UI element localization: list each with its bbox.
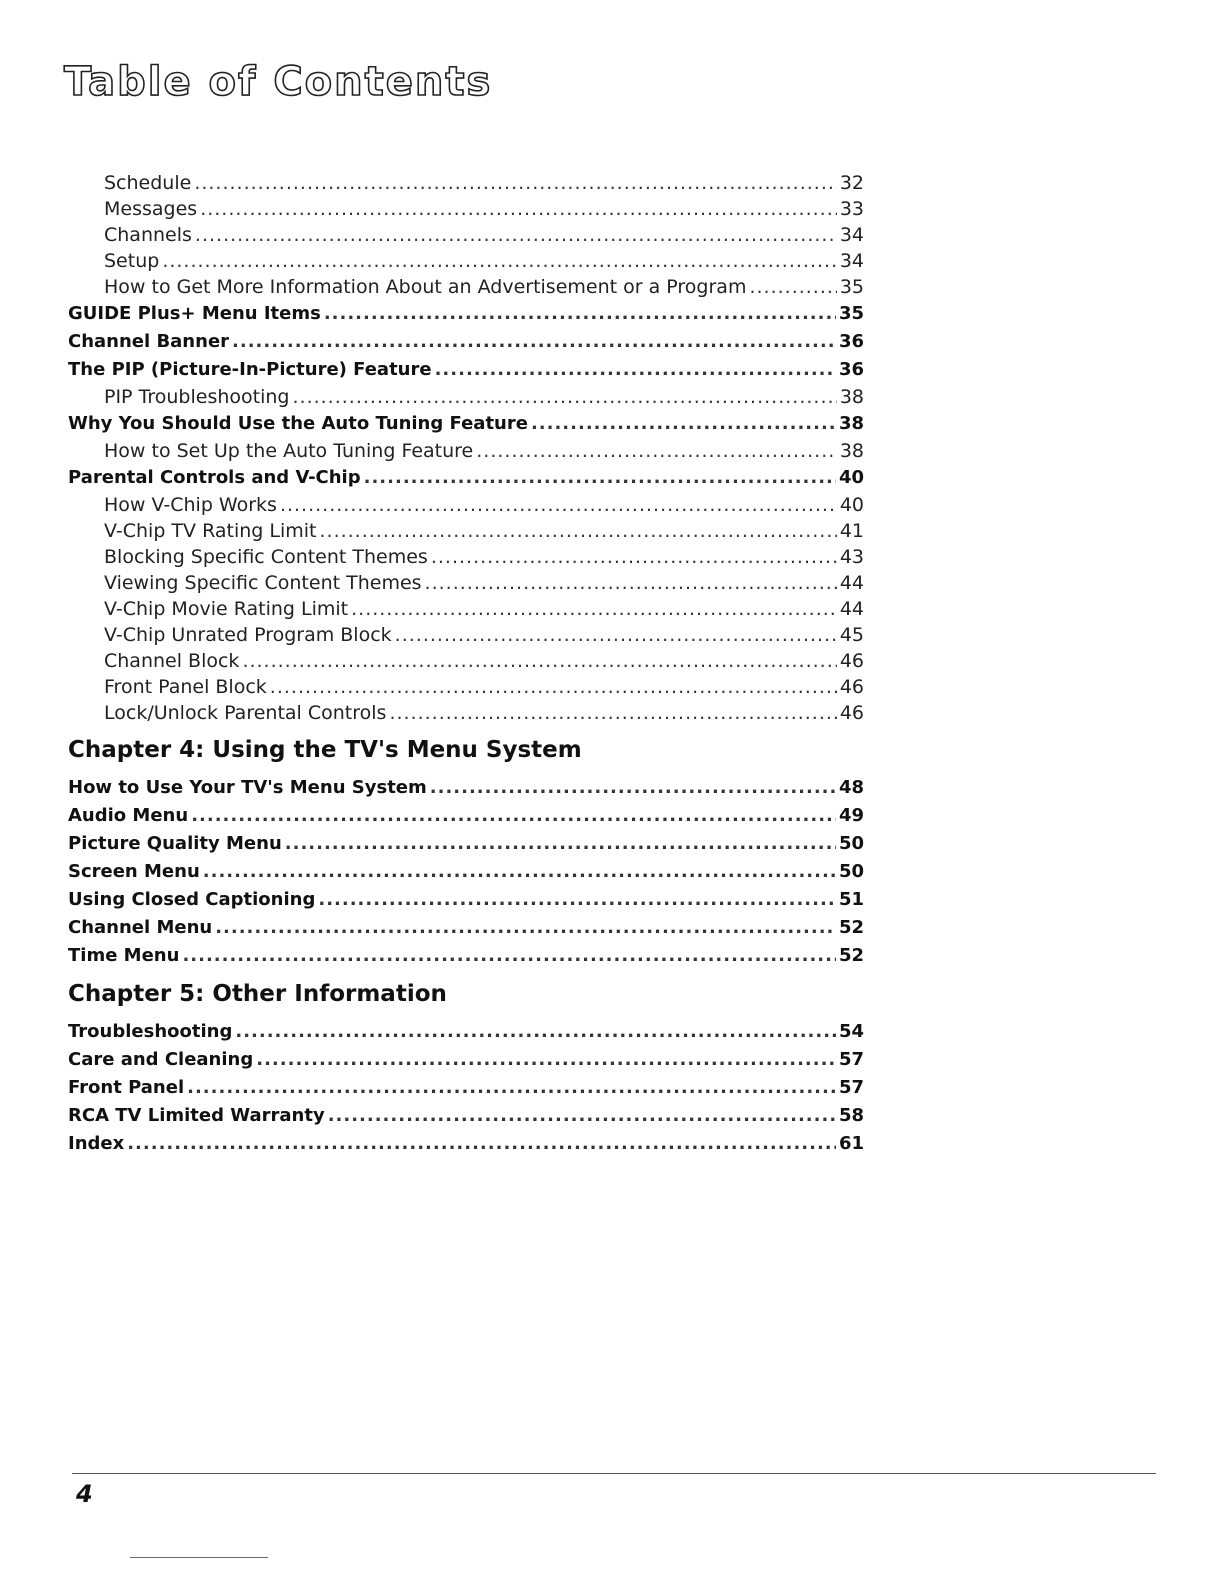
toc-entry-label: Troubleshooting <box>68 1021 233 1042</box>
toc-entry-label: Front Panel <box>68 1077 185 1098</box>
toc-entry-page: 46 <box>839 676 864 698</box>
toc-entry[interactable] <box>68 1074 864 1102</box>
toc-entry[interactable] <box>68 438 864 464</box>
toc-entry[interactable] <box>68 274 864 300</box>
dot-leader <box>203 858 836 886</box>
toc-entry-page: 54 <box>838 1021 864 1042</box>
toc-entry-page: 44 <box>839 572 864 594</box>
toc-entry-label: Blocking Specific Content Themes <box>104 546 428 568</box>
toc-entry-label: V-Chip TV Rating Limit <box>104 520 317 542</box>
toc-entry[interactable] <box>68 328 864 356</box>
toc-entry-label: Why You Should Use the Auto Tuning Feature <box>68 413 528 434</box>
toc-entry[interactable] <box>68 464 864 492</box>
toc-entry-page: 34 <box>839 224 864 246</box>
toc-entry-label: Picture Quality Menu <box>68 833 282 854</box>
toc-entry-label: Index <box>68 1133 125 1154</box>
toc-entry-page: 36 <box>838 331 864 352</box>
toc-entry[interactable] <box>68 222 864 248</box>
page-title: Table of Contents <box>64 59 493 105</box>
toc-entry-page: 52 <box>838 917 864 938</box>
toc-entry-label: Front Panel Block <box>104 676 267 698</box>
toc-entry-label: Messages <box>104 198 198 220</box>
toc-entry[interactable] <box>68 1102 864 1130</box>
toc-entry[interactable] <box>68 914 864 942</box>
toc-entry[interactable] <box>68 886 864 914</box>
link-underline <box>130 1557 268 1558</box>
toc-entry-label: Lock/Unlock Parental Controls <box>104 702 387 724</box>
toc-entry-label: GUIDE Plus+ Menu Items <box>68 303 321 324</box>
dot-leader <box>195 222 837 248</box>
toc-entry-label: How V-Chip Works <box>104 494 277 516</box>
toc-entry[interactable] <box>68 802 864 830</box>
toc-entry[interactable] <box>68 384 864 410</box>
dot-leader <box>232 328 836 356</box>
toc-entry-page: 38 <box>839 440 864 462</box>
toc-entry-label: Screen Menu <box>68 861 200 882</box>
toc-entry-label: The PIP (Picture-In-Picture) Feature <box>68 359 432 380</box>
toc-entry-page: 49 <box>838 805 864 826</box>
dot-leader <box>182 942 836 970</box>
toc-entry-page: 46 <box>839 650 864 672</box>
dot-leader <box>425 570 837 596</box>
toc-entry-label: Channel Menu <box>68 917 213 938</box>
dot-leader <box>430 774 836 802</box>
toc-entry[interactable] <box>68 544 864 570</box>
toc-entry-label: Schedule <box>104 172 192 194</box>
toc-entry-page: 41 <box>839 520 864 542</box>
dot-leader <box>292 384 836 410</box>
toc-entry-label: Time Menu <box>68 945 180 966</box>
toc-entry[interactable] <box>68 410 864 438</box>
toc-entry-label: RCA TV Limited Warranty <box>68 1105 325 1126</box>
toc-entry-page: 38 <box>838 413 864 434</box>
dot-leader <box>431 544 837 570</box>
toc-entry[interactable] <box>68 518 864 544</box>
dot-leader <box>242 648 836 674</box>
dot-leader <box>324 300 836 328</box>
dot-leader <box>285 830 836 858</box>
chapter-heading: Chapter 4: Using the TV's Menu System <box>68 737 582 763</box>
dot-leader <box>187 1074 836 1102</box>
toc-entry-page: 52 <box>838 945 864 966</box>
toc-entry-page: 40 <box>838 467 864 488</box>
toc-entry-label: Channels <box>104 224 192 246</box>
toc-entry[interactable] <box>68 1046 864 1074</box>
toc-entry[interactable] <box>68 1130 864 1158</box>
toc-entry[interactable] <box>68 674 864 700</box>
toc-entry-page: 32 <box>839 172 864 194</box>
chapter-heading: Chapter 5: Other Information <box>68 981 447 1007</box>
dot-leader <box>435 356 836 384</box>
dot-leader <box>280 492 837 518</box>
toc-entry-label: Channel Banner <box>68 331 230 352</box>
dot-leader <box>328 1102 836 1130</box>
dot-leader <box>162 248 837 274</box>
toc-entry-label: PIP Troubleshooting <box>104 386 290 408</box>
toc-entry-label: V-Chip Unrated Program Block <box>104 624 392 646</box>
dot-leader <box>389 700 836 726</box>
dot-leader <box>319 518 836 544</box>
toc-entry-page: 43 <box>839 546 864 568</box>
toc-entry-page: 50 <box>838 861 864 882</box>
toc-entry-page: 35 <box>838 303 864 324</box>
toc-entry-page: 61 <box>838 1133 864 1154</box>
toc-entry-page: 58 <box>838 1105 864 1126</box>
dot-leader <box>476 438 837 464</box>
toc-entry-page: 48 <box>838 777 864 798</box>
toc-entry-label: How to Get More Information About an Advertisement or a Program <box>104 276 747 298</box>
toc-entry[interactable] <box>68 196 864 222</box>
dot-leader <box>318 886 836 914</box>
dot-leader <box>200 196 837 222</box>
dot-leader <box>127 1130 836 1158</box>
toc-entry-page: 40 <box>839 494 864 516</box>
toc-entry[interactable] <box>68 170 864 196</box>
dot-leader <box>351 596 837 622</box>
toc-entry[interactable] <box>68 1018 864 1046</box>
footer-divider <box>72 1473 1156 1474</box>
toc-entry[interactable] <box>68 830 864 858</box>
toc-entry-label: V-Chip Movie Rating Limit <box>104 598 349 620</box>
toc-entry-label: Using Closed Captioning <box>68 889 316 910</box>
toc-entry[interactable] <box>68 622 864 648</box>
dot-leader <box>364 464 836 492</box>
toc-entry[interactable] <box>68 596 864 622</box>
dot-leader <box>395 622 837 648</box>
toc-entry-page: 33 <box>839 198 864 220</box>
toc-entry[interactable] <box>68 248 864 274</box>
toc-entry[interactable] <box>68 700 864 726</box>
toc-entry-label: How to Set Up the Auto Tuning Feature <box>104 440 474 462</box>
toc-entry[interactable] <box>68 570 864 596</box>
dot-leader <box>531 410 836 438</box>
toc-entry[interactable] <box>68 300 864 328</box>
toc-entry-page: 34 <box>839 250 864 272</box>
toc-entry-page: 38 <box>839 386 864 408</box>
toc-entry[interactable] <box>68 492 864 518</box>
toc-entry[interactable] <box>68 858 864 886</box>
toc-entry-page: 36 <box>838 359 864 380</box>
dot-leader <box>235 1018 836 1046</box>
toc-entry-page: 35 <box>839 276 864 298</box>
table-of-contents <box>68 170 864 1158</box>
toc-entry-label: Audio Menu <box>68 805 189 826</box>
dot-leader <box>191 802 836 830</box>
toc-entry-page: 57 <box>838 1077 864 1098</box>
toc-entry[interactable] <box>68 774 864 802</box>
dot-leader <box>256 1046 836 1074</box>
page-number: 4 <box>76 1480 93 1508</box>
toc-entry-page: 57 <box>838 1049 864 1070</box>
toc-entry-label: Viewing Specific Content Themes <box>104 572 422 594</box>
toc-entry[interactable] <box>68 942 864 970</box>
dot-leader <box>194 170 837 196</box>
dot-leader <box>749 274 836 300</box>
toc-entry-label: Channel Block <box>104 650 240 672</box>
toc-entry[interactable] <box>68 356 864 384</box>
toc-entry-label: Parental Controls and V-Chip <box>68 467 361 488</box>
toc-entry[interactable] <box>68 648 864 674</box>
toc-entry-page: 50 <box>838 833 864 854</box>
toc-entry-label: How to Use Your TV's Menu System <box>68 777 427 798</box>
toc-entry-page: 46 <box>839 702 864 724</box>
toc-entry-page: 51 <box>838 889 864 910</box>
toc-entry-label: Care and Cleaning <box>68 1049 254 1070</box>
toc-entry-page: 45 <box>839 624 864 646</box>
toc-entry-label: Setup <box>104 250 160 272</box>
dot-leader <box>215 914 836 942</box>
toc-entry-page: 44 <box>839 598 864 620</box>
dot-leader <box>270 674 837 700</box>
